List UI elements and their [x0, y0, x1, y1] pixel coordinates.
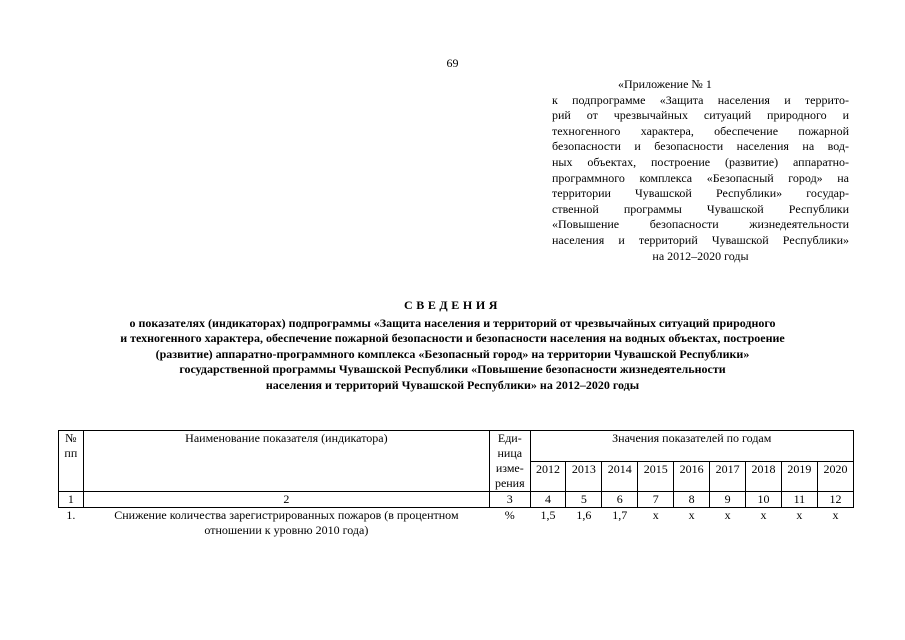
header-year: 2018 [746, 461, 782, 492]
column-number: 11 [781, 492, 817, 508]
row-num: 1. [66, 508, 76, 522]
row-value: х [724, 508, 731, 522]
header-year: 2016 [674, 461, 710, 492]
row-value: 1,5 [540, 508, 556, 522]
appendix-line: «Повышение безопасности жизнедеятельности [552, 217, 849, 232]
appendix-line: к подпрограмме «Защита населения и террито- [552, 92, 849, 107]
row-value: х [652, 508, 659, 522]
row-value: х [760, 508, 767, 522]
header-year: 2015 [638, 461, 674, 492]
header-year: 2017 [710, 461, 746, 492]
header-year: 2014 [602, 461, 638, 492]
header-row [59, 431, 854, 462]
appendix-line: ственной программы Чувашской Республики [552, 201, 849, 216]
header-unit-line: Еди- [497, 431, 522, 445]
appendix-block [552, 77, 849, 264]
heading-line: (развитие) аппаратно-программного комплекса «Безопасный город» на территории Чувашской Республики» [155, 346, 750, 361]
header-year: 2012 [530, 461, 566, 492]
column-number: 9 [710, 492, 746, 508]
appendix-line: населения и территорий Чувашской Республики» [552, 232, 849, 247]
heading-title: СВЕДЕНИЯ [403, 298, 502, 312]
column-number: 6 [602, 492, 638, 508]
column-number: 8 [674, 492, 710, 508]
row-value: х [688, 508, 695, 522]
heading-line: государственной программы Чувашской Республики «Повышение безопасности жизнедеятельности [179, 362, 726, 377]
appendix-line: техногенного характера, обеспечение пожарной [552, 123, 849, 138]
column-number: 2 [83, 492, 489, 508]
header-unit-line: ница [497, 446, 523, 460]
column-number: 3 [490, 492, 530, 508]
heading-line: и техногенного характера, обеспечение пожарной безопасности и безопасности населения на водных объектах, построение [120, 331, 785, 346]
appendix-line: программного комплекса «Безопасный город» на [552, 170, 849, 185]
appendix-line: рий от чрезвычайных ситуаций природного и [552, 108, 849, 123]
header-year: 2020 [817, 461, 853, 492]
row-value: х [796, 508, 803, 522]
column-number: 10 [746, 492, 782, 508]
row-value: 1,7 [612, 508, 628, 522]
row-unit: % [504, 508, 515, 522]
appendix-line: безопасности и безопасности населения на вод- [552, 139, 849, 154]
appendix-years: на 2012–2020 годы [652, 248, 749, 263]
header-num [59, 431, 84, 492]
column-number: 12 [817, 492, 853, 508]
document-heading [40, 298, 865, 394]
column-number: 4 [530, 492, 566, 508]
column-number: 5 [566, 492, 602, 508]
heading-line: о показателях (индикаторах) подпрограммы «Защита населения и территорий от чрезвычайных ситуаций природного [129, 315, 776, 330]
header-values-group: Значения показателей по годам [530, 431, 854, 462]
column-numbers-row [59, 492, 854, 508]
appendix-line: территории Чувашской Республики» государ- [552, 186, 849, 201]
heading-line: населения и территорий Чувашской Республики» на 2012–2020 годы [265, 377, 640, 392]
row-value: 1,6 [576, 508, 592, 522]
header-name: Наименование показателя (индикатора) [83, 431, 489, 492]
column-number: 7 [638, 492, 674, 508]
indicators-table [58, 430, 854, 538]
appendix-title: «Приложение № 1 [618, 77, 712, 91]
column-number: 1 [59, 492, 84, 508]
header-year: 2013 [566, 461, 602, 492]
header-num-line2: пп [64, 446, 78, 460]
header-unit-line: изме- [495, 461, 524, 475]
row-name: Снижение количества зарегистрированных пожаров (в процентном отношении к уровню 2010 года) [114, 508, 459, 537]
header-year: 2019 [781, 461, 817, 492]
header-unit-line: рения [494, 476, 525, 490]
row-value: х [832, 508, 839, 522]
header-unit [490, 431, 530, 492]
page-number: 69 [446, 56, 459, 70]
header-num-line1: № [65, 431, 77, 445]
appendix-line: ных объектах, построение (развитие) аппаратно- [552, 154, 849, 169]
table-row [59, 508, 854, 539]
